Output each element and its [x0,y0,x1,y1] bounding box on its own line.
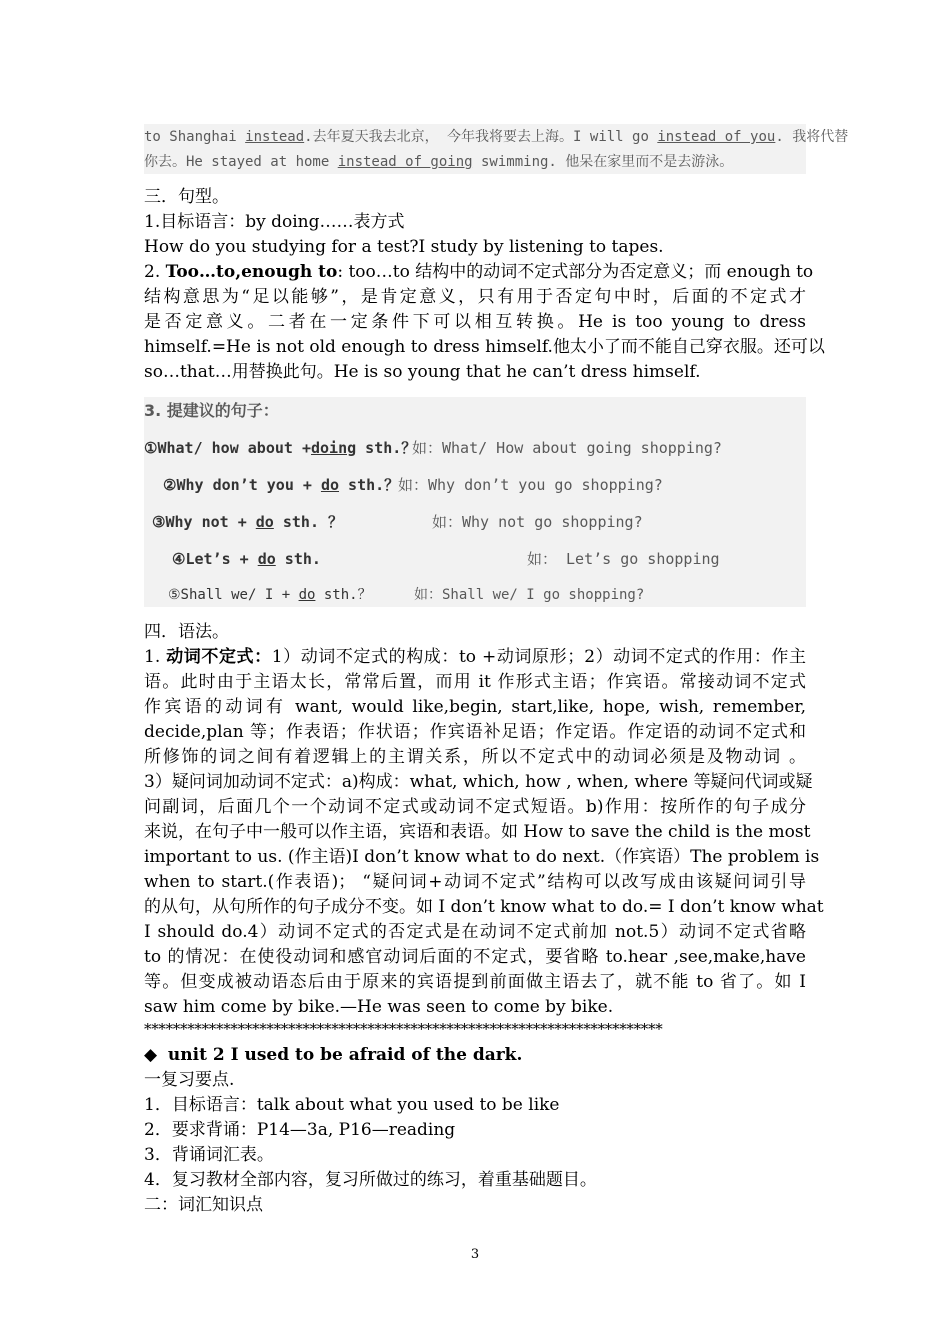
section4-line-9: important to us. (作主语)I don’t know what to do next.（作宾语）The problem is [144,847,820,867]
section3-item2-line1 [144,260,813,285]
unit2-vocab-heading: 二：词汇知识点 [144,1195,263,1215]
section4-line-8: 来说，在句子中一般可以作主语，宾语和表语。如 How to save the child is the most [144,822,811,842]
section4-line-2: 语。此时由于主语太长，常常后置，而用 it 作形式主语；作宾语。常接动词不定式 [144,672,806,692]
suggestion-row-3 [152,511,343,533]
section3-item1-example: How do you studying for a test?I study by listening to tapes. [144,237,664,257]
text: 1. [144,647,167,667]
suggestions-title: 3. 提建议的句子： [144,401,279,420]
bold-term: 动词不定式： [166,647,272,667]
unit2-review-heading: 一复习要点. [144,1070,235,1090]
top-block-line-1 [144,126,848,148]
suggestion-example-5: 如：Shall we/ I go shopping? [414,587,645,603]
text: 2. [144,262,166,282]
section4-line-4: decide,plan 等；作表语；作状语；作宾语补足语；作定语。作定语的动词不定式和 [144,722,806,742]
section4-line-14: 等。但变成被动语态后由于原来的宾语提到前面做主语去了，就不能 to 省了。如 I [144,972,806,992]
section3-item1: 1.目标语言：by doing……表方式 [144,212,405,232]
text: . 我将代替 [775,129,849,145]
text: to Shanghai [144,129,246,145]
unit2-item-3: 3．背诵词汇表。 [144,1145,274,1165]
section3-item2-line4: himself.=He is not old enough to dress himself.他太小了而不能自己穿衣服。还可以 [144,337,825,357]
suggestion-row-2 [163,474,399,496]
unit2-title-line [144,1043,522,1068]
text: : too…to 结构中的动词不定式部分为否定意义；而 enough to [337,262,814,282]
text: swimming. 他呆在家里而不是去游泳。 [472,154,734,170]
section4-line-10: when to start.(作表语)； “疑问词+动词不定式”结构可以改写成由该疑问词引导 [144,872,806,892]
section4-line-1 [144,645,806,670]
unit2-item-1: 1．目标语言：talk about what you used to be like [144,1095,560,1115]
pattern: ②Why don’t you + do sth.？ [163,476,400,494]
pattern: ③Why not + do sth. ？ [152,513,344,531]
section3-item2-line5: so…that…用替换此句。He is so young that he can’t dress himself. [144,362,701,382]
section4-line-7: 问副词，后面几个一个动词不定式或动词不定式短语。b)作用：按所作的句子成分 [144,797,806,817]
suggestion-example-4: 如： Let’s go shopping [527,550,720,568]
diamond-bullet-icon: ◆ [144,1045,158,1065]
text: .去年夏天我去北京， 今年我将要去上海。I will go [304,129,658,145]
section4-line-6: 3）疑问词加动词不定式：a)构成：what, which, how , when, where 等疑问代词或疑 [144,772,813,792]
section4-line-15: saw him come by bike.—He was seen to come by bike. [144,997,614,1017]
section4-line-13: to 的情况：在使役动词和感官动词后面的不定式，要省略 to.hear ,see,make,have [144,947,806,967]
underlined-text: instead of going [337,154,473,170]
bold-term: Too…to,enough to [165,262,338,282]
unit2-title: unit 2 I used to be afraid of the dark. [167,1045,523,1065]
section4-line-11: 的从句，从句所作的句子成分不变。如 I don’t know what to do.= I don’t know what [144,897,824,917]
suggestion-row-5 [168,585,372,605]
suggestions-block [144,397,806,607]
pattern: ①What/ how about +doing sth.？ [144,439,417,457]
section4-line-3: 作宾语的动词有 want, would like,begin, start,like, hope, wish, remember, [144,697,806,717]
suggestion-example-1: 如：What/ How about going shopping? [412,439,722,457]
page-number: 3 [470,1247,480,1262]
top-block-line-2 [144,151,733,173]
underlined-text: instead [245,129,305,145]
section4-line-12: I should do.4）动词不定式的否定式是在动词不定式前加 not.5）动词不定式省略 [144,922,806,942]
text: 你去。He stayed at home [144,154,338,170]
asterisk-divider: ************************************************************************ [144,1020,663,1038]
section3-item2-line3: 是否定意义。二者在一定条件下可以相互转换。He is too young to dress [144,312,806,332]
text: 1）动词不定式的构成：to +动词原形；2）动词不定式的作用：作主 [271,647,807,667]
suggestion-example-2: 如：Why don’t you go shopping? [398,476,663,494]
section3-item2-line2: 结构意思为“足以能够”，是肯定意义，只有用于否定句中时，后面的不定式才 [144,287,806,307]
suggestion-example-3: 如：Why not go shopping? [432,513,643,531]
section4-heading: 四．语法。 [144,622,229,642]
section3-heading: 三．句型。 [144,187,229,207]
unit2-item-4: 4．复习教材全部内容，复习所做过的练习，着重基础题目。 [144,1170,597,1190]
pattern: ⑤Shall we/ I + do sth.？ [168,587,372,603]
suggestion-row-4 [172,548,321,570]
section4-line-5: 所修饰的词之间有着逻辑上的主谓关系，所以不定式中的动词必须是及物动词 。 [144,747,806,767]
unit2-item-2: 2．要求背诵：P14—3a, P16—reading [144,1120,456,1140]
underlined-text: instead of you [657,129,776,145]
suggestion-row-1 [144,437,416,459]
pattern: ④Let’s + do sth. [172,550,321,568]
